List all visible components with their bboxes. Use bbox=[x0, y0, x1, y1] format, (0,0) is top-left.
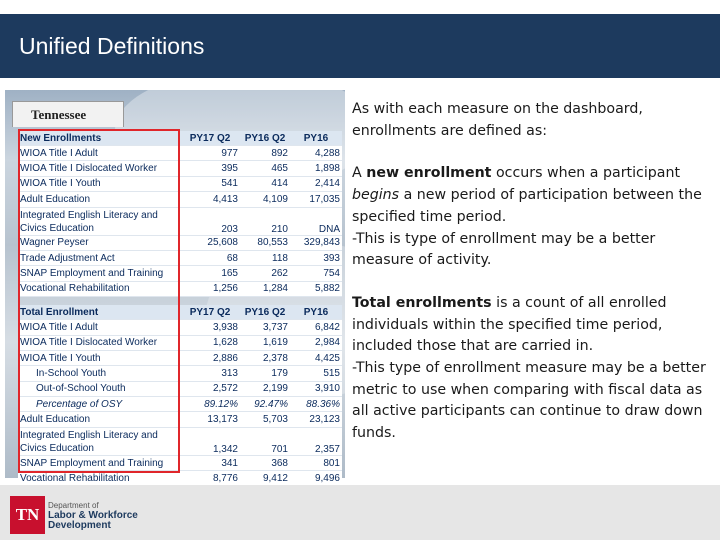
tn-logo-icon: TN bbox=[10, 496, 45, 534]
table-cell: 3,737 bbox=[240, 320, 290, 335]
table-cell: 4,425 bbox=[290, 350, 342, 365]
column-header: PY16 Q2 bbox=[240, 305, 290, 320]
column-header: PY16 Q2 bbox=[240, 131, 290, 146]
table-cell: 5,882 bbox=[290, 281, 342, 296]
title-bar bbox=[0, 14, 720, 78]
table-cell: 2,572 bbox=[180, 381, 240, 396]
table-cell: 4,288 bbox=[290, 146, 342, 161]
row-label: WIOA Title I Adult bbox=[18, 146, 180, 161]
table-row bbox=[18, 455, 342, 470]
table-cell: 754 bbox=[290, 266, 342, 281]
row-label: Wagner Peyser bbox=[18, 235, 180, 250]
row-label: In-School Youth bbox=[18, 366, 180, 381]
table-cell: 1,284 bbox=[240, 281, 290, 296]
row-label: Vocational Rehabilitation bbox=[18, 281, 180, 296]
row-label: WIOA Title I Youth bbox=[18, 350, 180, 365]
table-cell: 414 bbox=[240, 176, 290, 191]
column-header: PY17 Q2 bbox=[180, 131, 240, 146]
new-enrollment-note: -This is type of enrollment may be a better measure of activity. bbox=[352, 230, 656, 269]
new-enrollments-table bbox=[18, 131, 342, 297]
table-row bbox=[18, 366, 342, 381]
intro-paragraph: As with each measure on the dashboard, enrollments are defined as: bbox=[352, 101, 643, 139]
table-cell: 2,414 bbox=[290, 176, 342, 191]
row-label: SNAP Employment and Training bbox=[18, 266, 180, 281]
new-enrollment-paragraph: A new enrollment occurs when a participant begins a new period of participation between the specified time period. bbox=[352, 165, 702, 225]
table-cell: 8,776 bbox=[180, 471, 240, 486]
logo-line: Labor & Workforce bbox=[48, 510, 138, 521]
table-cell: 13,173 bbox=[180, 412, 240, 427]
table-row bbox=[18, 161, 342, 176]
table-cell: 892 bbox=[240, 146, 290, 161]
row-label: WIOA Title I Dislocated Worker bbox=[18, 161, 180, 176]
logo-line: Development bbox=[48, 520, 111, 531]
table-header-row bbox=[18, 305, 342, 320]
row-label: Out-of-School Youth bbox=[18, 381, 180, 396]
total-enrollment-note: -This type of enrollment measure may be a better metric to use when comparing with fiscal data as all active participants can continue to draw down funds. bbox=[352, 360, 706, 442]
table-cell: 393 bbox=[290, 250, 342, 265]
table-row bbox=[18, 397, 342, 412]
table-cell: 2,378 bbox=[240, 350, 290, 365]
table-cell: 80,553 bbox=[240, 235, 290, 250]
table-cell: 2,357 bbox=[290, 427, 342, 455]
table-cell: 5,703 bbox=[240, 412, 290, 427]
table-cell: 395 bbox=[180, 161, 240, 176]
row-label: WIOA Title I Dislocated Worker bbox=[18, 335, 180, 350]
begins-emphasis: begins bbox=[352, 187, 400, 204]
table-row bbox=[18, 335, 342, 350]
table-cell: 1,342 bbox=[180, 427, 240, 455]
column-header: PY16 bbox=[290, 305, 342, 320]
table-row bbox=[18, 281, 342, 296]
table-cell: 89.12% bbox=[180, 397, 240, 412]
table-row bbox=[18, 427, 342, 455]
table-cell: 465 bbox=[240, 161, 290, 176]
state-tab: Tennessee bbox=[12, 101, 124, 127]
table-cell: 88.36% bbox=[290, 397, 342, 412]
column-header: New Enrollments bbox=[18, 131, 180, 146]
table-cell: 1,619 bbox=[240, 335, 290, 350]
row-label: WIOA Title I Youth bbox=[18, 176, 180, 191]
table-cell: 6,842 bbox=[290, 320, 342, 335]
table-cell: 262 bbox=[240, 266, 290, 281]
table-cell: 3,910 bbox=[290, 381, 342, 396]
row-label: Integrated English Literacy and Civics Education bbox=[18, 427, 180, 455]
table-cell: 368 bbox=[240, 455, 290, 470]
row-label: Adult Education bbox=[18, 192, 180, 207]
table-cell: 9,496 bbox=[290, 471, 342, 486]
table-header-row bbox=[18, 131, 342, 146]
column-header: PY17 Q2 bbox=[180, 305, 240, 320]
row-label: Trade Adjustment Act bbox=[18, 250, 180, 265]
logo-line: Department of bbox=[48, 501, 99, 510]
table-cell: 2,199 bbox=[240, 381, 290, 396]
table-row bbox=[18, 235, 342, 250]
column-header: Total Enrollment bbox=[18, 305, 180, 320]
enrollment-tables bbox=[18, 131, 342, 487]
table-cell: 17,035 bbox=[290, 192, 342, 207]
total-enrollment-term: Total enrollments bbox=[352, 294, 492, 311]
column-header: PY16 bbox=[290, 131, 342, 146]
table-row bbox=[18, 176, 342, 191]
table-cell: 165 bbox=[180, 266, 240, 281]
table-cell: 3,938 bbox=[180, 320, 240, 335]
table-row bbox=[18, 350, 342, 365]
table-row bbox=[18, 192, 342, 207]
table-row bbox=[18, 250, 342, 265]
table-cell: 1,898 bbox=[290, 161, 342, 176]
total-enrollment-table bbox=[18, 305, 342, 487]
department-logo bbox=[10, 496, 150, 536]
table-cell: 68 bbox=[180, 250, 240, 265]
total-enrollment-paragraph: Total enrollments is a count of all enrolled individuals within the specified time period, included those that are carried in. bbox=[352, 294, 667, 355]
table-cell: 541 bbox=[180, 176, 240, 191]
table-cell: 329,843 bbox=[290, 235, 342, 250]
table-cell: 701 bbox=[240, 427, 290, 455]
table-row bbox=[18, 320, 342, 335]
table-row bbox=[18, 146, 342, 161]
table-cell: 341 bbox=[180, 455, 240, 470]
table-cell: 25,608 bbox=[180, 235, 240, 250]
page-title: Unified Definitions bbox=[19, 33, 205, 59]
table-cell: 977 bbox=[180, 146, 240, 161]
table-row bbox=[18, 207, 342, 235]
definitions-text bbox=[352, 99, 714, 445]
table-cell: 92.47% bbox=[240, 397, 290, 412]
row-label: Adult Education bbox=[18, 412, 180, 427]
row-label: Vocational Rehabilitation bbox=[18, 471, 180, 486]
table-row bbox=[18, 412, 342, 427]
table-cell: 4,413 bbox=[180, 192, 240, 207]
table-cell: 2,886 bbox=[180, 350, 240, 365]
row-label: WIOA Title I Adult bbox=[18, 320, 180, 335]
table-cell: 1,256 bbox=[180, 281, 240, 296]
row-label: Integrated English Literacy and Civics Education bbox=[18, 207, 180, 235]
table-cell: 515 bbox=[290, 366, 342, 381]
table-row bbox=[18, 381, 342, 396]
table-cell: 9,412 bbox=[240, 471, 290, 486]
table-row bbox=[18, 471, 342, 486]
table-cell: 210 bbox=[240, 207, 290, 235]
table-cell: 4,109 bbox=[240, 192, 290, 207]
table-cell: 23,123 bbox=[290, 412, 342, 427]
row-label: SNAP Employment and Training bbox=[18, 455, 180, 470]
table-row bbox=[18, 266, 342, 281]
row-label: Percentage of OSY bbox=[18, 397, 180, 412]
table-cell: 801 bbox=[290, 455, 342, 470]
table-cell: 203 bbox=[180, 207, 240, 235]
table-cell: 2,984 bbox=[290, 335, 342, 350]
table-cell: 1,628 bbox=[180, 335, 240, 350]
table-cell: 313 bbox=[180, 366, 240, 381]
table-cell: 118 bbox=[240, 250, 290, 265]
table-cell: 179 bbox=[240, 366, 290, 381]
table-cell: DNA bbox=[290, 207, 342, 235]
new-enrollment-term: new enrollment bbox=[366, 165, 492, 182]
